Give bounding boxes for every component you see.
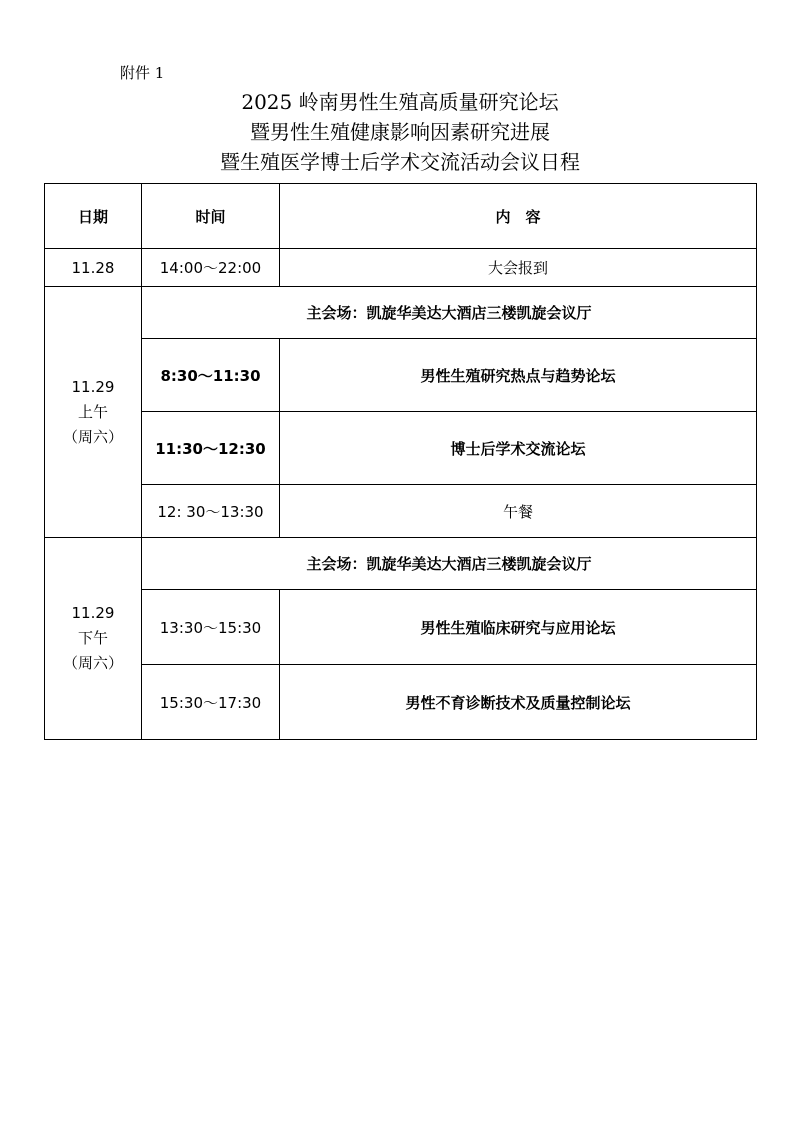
header-date: 日期 (45, 184, 142, 249)
morning-weekday: （周六） (62, 427, 123, 446)
table-row (45, 665, 757, 740)
afternoon-venue-row (45, 538, 757, 590)
registration-date: 11.28 (45, 249, 142, 287)
table-row (45, 339, 757, 412)
table-row (45, 412, 757, 485)
title-line-3: 暨生殖医学博士后学术交流活动会议日程 (220, 150, 580, 174)
session-content: 午餐 (280, 485, 757, 538)
afternoon-date-cell (45, 538, 142, 740)
morning-period: 上午 (77, 402, 108, 421)
session-time: 13:30～15:30 (142, 590, 280, 665)
afternoon-date: 11.29 (71, 604, 115, 622)
table-row (45, 590, 757, 665)
registration-content: 大会报到 (280, 249, 757, 287)
session-content: 男性生殖临床研究与应用论坛 (280, 590, 757, 665)
registration-time: 14:00～22:00 (142, 249, 280, 287)
session-time: 12: 30～13:30 (142, 485, 280, 538)
header-time: 时间 (142, 184, 280, 249)
afternoon-venue: 主会场：凯旋华美达大酒店三楼凯旋会议厅 (142, 538, 757, 590)
session-time: 8:30～11:30 (142, 339, 280, 412)
table-row (45, 485, 757, 538)
attachment-label: 附件 1 (120, 64, 165, 82)
session-content: 男性生殖研究热点与趋势论坛 (280, 339, 757, 412)
morning-date-cell (45, 287, 142, 538)
morning-date: 11.29 (71, 377, 115, 396)
schedule-table (44, 183, 757, 740)
title-line-2: 暨男性生殖健康影响因素研究进展 (250, 120, 550, 144)
session-content: 博士后学术交流论坛 (280, 412, 757, 485)
header-content: 内 容 (280, 184, 757, 249)
session-time: 15:30～17:30 (142, 665, 280, 740)
header-row (45, 184, 757, 249)
registration-row (45, 249, 757, 287)
session-time: 11:30～12:30 (142, 412, 280, 485)
title-line-1: 2025 岭南男性生殖高质量研究论坛 (241, 90, 559, 114)
afternoon-weekday: （周六） (62, 654, 123, 672)
morning-venue-row (45, 287, 757, 339)
afternoon-period: 下午 (77, 629, 108, 647)
session-content: 男性不育诊断技术及质量控制论坛 (280, 665, 757, 740)
morning-venue: 主会场：凯旋华美达大酒店三楼凯旋会议厅 (142, 287, 757, 339)
